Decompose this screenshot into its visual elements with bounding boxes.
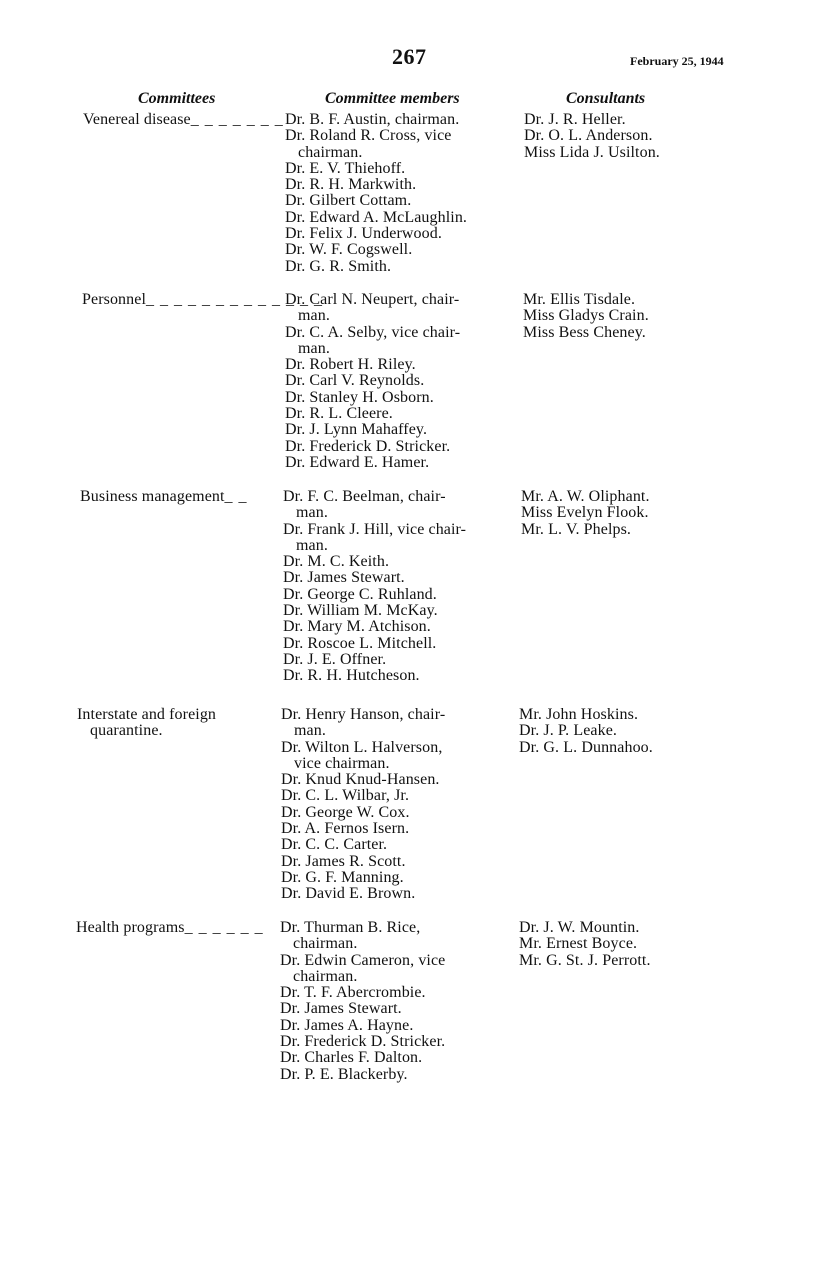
- committee-member: Dr. Frederick D. Stricker.: [280, 1033, 446, 1051]
- committee-name: [82, 291, 324, 308]
- committee-member: Dr. B. F. Austin, chairman.: [285, 111, 460, 128]
- consultants-list: [524, 112, 754, 161]
- dot-leader: _ _: [224, 488, 248, 505]
- committee-name-line: [76, 920, 276, 936]
- committee-member: Dr. Roland R. Cross, vice: [285, 127, 452, 145]
- committee-name-text: Business management: [80, 488, 225, 505]
- committee-member: Dr. R. H. Markwith.: [285, 176, 417, 194]
- committee-member: Dr. William M. McKay.: [283, 602, 438, 620]
- consultant: Mr. John Hoskins.: [519, 706, 639, 723]
- committee-member: Dr. Frederick D. Stricker.: [285, 437, 451, 455]
- committee-member: Dr. Felix J. Underwood.: [285, 225, 442, 243]
- committee-member: Dr. Knud Knud-Hansen.: [281, 771, 440, 789]
- committee-member: Dr. E. V. Thiehoff.: [285, 159, 406, 177]
- consultant: Mr. L. V. Phelps.: [521, 520, 632, 538]
- consultant: Miss Evelyn Flook.: [521, 504, 649, 522]
- committee-member: Dr. James R. Scott.: [281, 852, 406, 870]
- committee-name: [76, 920, 276, 936]
- committee-members-list: [280, 920, 512, 1083]
- page-date: February 25, 1944: [630, 54, 724, 68]
- committee-member: Dr. C. A. Selby, vice chair-: [285, 323, 461, 341]
- committee-name-line: Interstate and foreign: [77, 706, 217, 723]
- column-heading-consultants: Consultants: [566, 90, 646, 107]
- committee-member: Dr. R. H. Hutcheson.: [283, 667, 420, 685]
- committee-member: man.: [296, 504, 328, 522]
- committee-member: Dr. J. E. Offner.: [283, 650, 387, 668]
- consultants-list: [519, 707, 749, 756]
- page-number: 267: [392, 44, 427, 69]
- consultant: Miss Bess Cheney.: [523, 323, 646, 341]
- consultant: Miss Lida J. Usilton.: [524, 143, 660, 161]
- committee-member: Dr. David E. Brown.: [281, 885, 416, 903]
- committee-name-line: quarantine.: [90, 722, 163, 740]
- committee-name-text: Health programs: [76, 919, 185, 936]
- dot-leader: _ _ _ _ _ _ _: [190, 111, 284, 128]
- committee-member: Dr. J. Lynn Mahaffey.: [285, 421, 428, 439]
- committee-member: Dr. James A. Hayne.: [280, 1016, 414, 1034]
- consultant: Miss Gladys Crain.: [523, 307, 649, 325]
- committee-member: Dr. R. L. Cleere.: [285, 405, 393, 423]
- committee-member: man.: [294, 722, 326, 740]
- committee-name-line: [82, 291, 324, 308]
- committee-member: Dr. T. F. Abercrombie.: [280, 984, 426, 1002]
- committee-name-text: Venereal disease: [83, 111, 191, 128]
- consultant: Mr. A. W. Oliphant.: [521, 488, 650, 505]
- column-heading-committee-members: Committee members: [325, 90, 460, 107]
- consultant: Mr. Ernest Boyce.: [519, 935, 638, 953]
- committee-members-list: [285, 112, 517, 275]
- committee-member: chairman.: [293, 967, 358, 985]
- committee-member: Dr. Wilton L. Halverson,: [281, 738, 443, 756]
- consultant: Dr. J. R. Heller.: [524, 111, 626, 128]
- consultant: Dr. J. W. Mountin.: [519, 919, 640, 936]
- committee-member: Dr. P. E. Blackerby.: [280, 1065, 408, 1083]
- committee-member: Dr. Frank J. Hill, vice chair-: [283, 520, 467, 538]
- committee-member: Dr. F. C. Beelman, chair-: [283, 488, 446, 505]
- consultant: Mr. G. St. J. Perrott.: [519, 951, 651, 969]
- committee-member: Dr. Mary M. Atchison.: [283, 618, 431, 636]
- committee-member: Dr. Stanley H. Osborn.: [285, 388, 434, 406]
- committee-name: [77, 707, 277, 740]
- committee-member: Dr. Carl V. Reynolds.: [285, 372, 425, 390]
- committee-member: vice chairman.: [294, 754, 390, 772]
- committee-member: chairman.: [293, 935, 358, 953]
- committee-member: man.: [296, 536, 328, 554]
- consultant: Dr. J. P. Leake.: [519, 722, 618, 740]
- consultants-list: [521, 489, 751, 538]
- committee-member: man.: [298, 307, 330, 325]
- committee-member: Dr. Edward A. McLaughlin.: [285, 208, 468, 226]
- committee-member: Dr. C. L. Wilbar, Jr.: [281, 787, 410, 805]
- committee-name: [83, 112, 283, 128]
- consultant: Dr. O. L. Anderson.: [524, 127, 653, 145]
- committee-name: [80, 489, 280, 505]
- committee-member: Dr. G. F. Manning.: [281, 868, 404, 886]
- committee-member: Dr. W. F. Cogswell.: [285, 241, 413, 259]
- consultants-list: [523, 292, 753, 341]
- committee-member: Dr. George W. Cox.: [281, 803, 410, 821]
- committee-member: Dr. G. R. Smith.: [285, 257, 392, 275]
- committee-member: Dr. Edward E. Hamer.: [285, 453, 430, 471]
- consultant: Mr. Ellis Tisdale.: [523, 291, 636, 308]
- committee-members-list: [283, 489, 515, 685]
- committee-member: Dr. Charles F. Dalton.: [280, 1049, 423, 1067]
- consultants-list: [519, 920, 749, 969]
- committee-member: Dr. Gilbert Cottam.: [285, 192, 412, 210]
- committee-member: Dr. George C. Ruhland.: [283, 585, 437, 603]
- committee-member: chairman.: [298, 143, 363, 161]
- committee-member: Dr. A. Fernos Isern.: [281, 820, 410, 838]
- committee-member: Dr. C. C. Carter.: [281, 836, 388, 854]
- dot-leader: _ _ _ _ _ _: [184, 919, 264, 936]
- committee-member: Dr. Roscoe L. Mitchell.: [283, 634, 437, 652]
- committee-member: Dr. James Stewart.: [280, 1000, 402, 1018]
- committee-member: Dr. M. C. Keith.: [283, 553, 390, 571]
- committee-member: Dr. Edwin Cameron, vice: [280, 951, 446, 969]
- committee-member: Dr. Henry Hanson, chair-: [281, 706, 446, 723]
- committee-member: Dr. James Stewart.: [283, 569, 405, 587]
- committee-member: Dr. Thurman B. Rice,: [280, 919, 421, 936]
- committee-members-list: [285, 292, 517, 471]
- column-heading-committees: Committees: [138, 90, 216, 107]
- committee-member: Dr. Robert H. Riley.: [285, 356, 416, 374]
- committee-name-line: [83, 112, 283, 128]
- consultant: Dr. G. L. Dunnahoo.: [519, 738, 653, 756]
- committee-members-list: [281, 707, 513, 903]
- committee-name-line: [80, 489, 280, 505]
- committee-member: Dr. Carl N. Neupert, chair-: [285, 291, 460, 308]
- committee-member: man.: [298, 339, 330, 357]
- dot-leader: _ _ _ _ _ _ _ _ _ _ _ _ _: [146, 291, 324, 308]
- committee-name-text: Personnel: [82, 291, 147, 308]
